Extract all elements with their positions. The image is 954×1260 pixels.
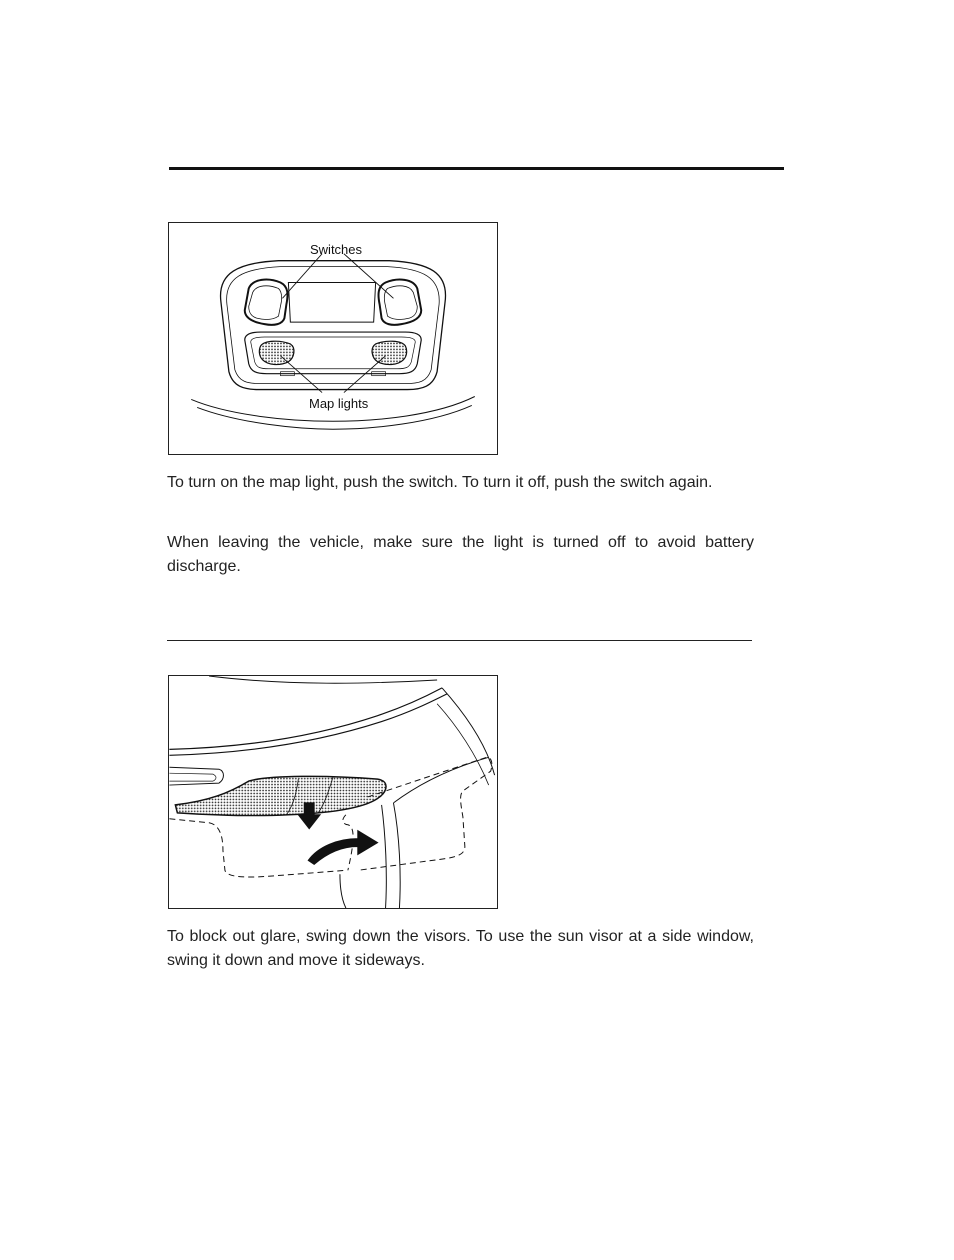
console-housing	[221, 261, 446, 390]
left-map-light	[259, 341, 294, 364]
header-rule	[169, 167, 784, 170]
right-map-light	[372, 341, 407, 364]
map-lights-illustration	[169, 223, 497, 454]
section-divider	[167, 640, 752, 641]
sun-visor	[175, 776, 386, 815]
sun-visor-figure	[168, 675, 498, 909]
map-lights-label: Map lights	[309, 396, 369, 411]
map-light-warning: When leaving the vehicle, make sure the light is turned off to avoid battery discharge.	[167, 534, 754, 575]
sun-visor-instruction: To block out glare, swing down the visors. To use the sun visor at a side window, swing it down and move it sideways.	[167, 928, 754, 969]
map-light-instruction: To turn on the map light, push the switch. To turn it off, push the switch again.	[167, 474, 713, 491]
sun-visor-illustration	[169, 676, 497, 908]
switches-label: Switches	[310, 242, 363, 257]
map-lights-figure	[168, 222, 498, 455]
move-sideways-arrow	[308, 831, 377, 865]
